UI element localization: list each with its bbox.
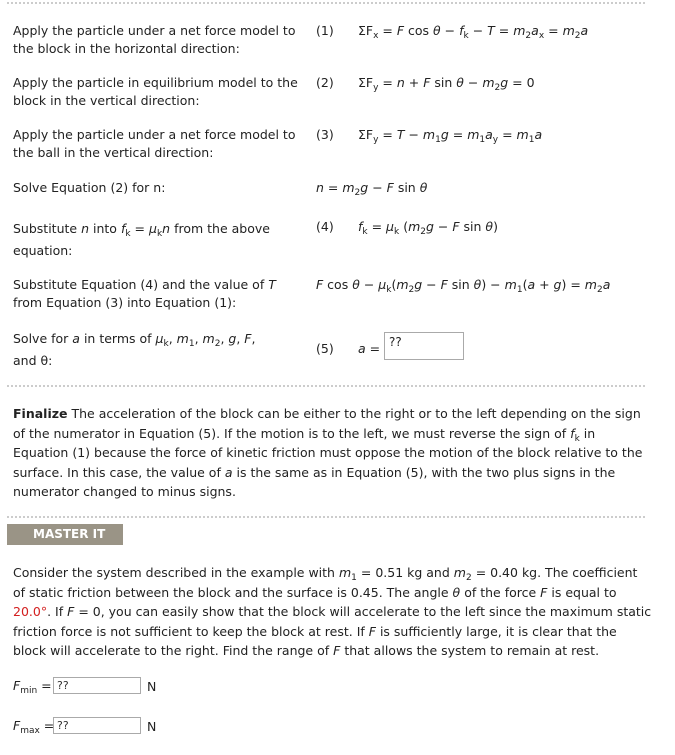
- step-3-description: Apply the particle under a net force model to the ball in the vertical direction:: [13, 127, 296, 160]
- finalize-paragraph: Finalize The acceleration of the block can be either to the right or to the left depending on the sign of the numerator in Equation (5). If the motion is to the left, we must reverse the sign of $f_k$ in Equation (1) because the force of kinetic friction must oppose the motion of the block relative to the surface. In this case, the value of a is the same as in Equation (5), with the two plus signs in the numerator changed to minus signs.: [13, 406, 643, 499]
- step-4-description: Solve Equation (2) for n:: [13, 180, 166, 195]
- step-2-description: Apply the particle in equilibrium model to the block in the vertical direction:: [13, 75, 298, 108]
- answer-a-input[interactable]: ??: [384, 332, 464, 360]
- fmin-input[interactable]: ??: [53, 677, 141, 694]
- equation-number-5: (5): [316, 341, 334, 356]
- top-divider: [6, 2, 647, 4]
- equation-number-2: (2): [316, 75, 334, 90]
- step-1-description: Apply the particle under a net force model to the block in the horizontal direction:: [13, 23, 296, 56]
- equation-number-4: (4): [316, 219, 334, 234]
- step-5-description: Substitute n into $f_k = \mu_kn$ from the above equation:: [13, 221, 270, 258]
- master-it-problem: Consider the system described in the example with $m_1 = 0.51$ kg and $m_2 = 0.40$ kg. The coefficient of static friction between the block and the surface is 0.45. The angle θ of the force F is equal to 20.0°. If F = 0, you can easily show that the block will accelerate to the left since the maximum static friction force is not sufficient to keep the block at rest. If F is sufficiently large, it is clear that the block will accelerate to the right. Find the range of F that allows the system to remain at rest.: [13, 565, 652, 658]
- fmin-unit: N: [147, 679, 157, 694]
- fmax-label: $F_{max}$ =: [13, 718, 55, 736]
- equation-2: $\Sigma F_y = n + F$ $\sin \theta - m_2g = 0$: [358, 75, 535, 93]
- answer-a-label: a =: [358, 341, 381, 356]
- equation-1: $\Sigma F_x = F$ $\cos \theta - f_k - T = m_2a_x = m_2a$: [358, 23, 589, 41]
- fmin-label: $F_{min}$ =: [13, 678, 52, 696]
- master-it-banner: MASTER IT: [7, 524, 123, 545]
- step-7-description: Solve for a in terms of $\mu_k$, $m_1$, $m_2$, g, F, and θ:: [13, 331, 256, 368]
- equation-combined: F $\cos \theta - \mu_k(m_2g - F$ $\sin \theta) - m_1(a + g) = m_2a$: [316, 277, 611, 295]
- divider-finalize: [6, 385, 647, 387]
- step-6-description: Substitute Equation (4) and the value of T from Equation (3) into Equation (1):: [13, 277, 276, 310]
- fmax-unit: N: [147, 719, 157, 734]
- divider-master: [6, 516, 647, 518]
- equation-3: $\Sigma F_y = T - m_1g = m_1a_y = m_1a$: [358, 127, 543, 145]
- angle-value: 20.0°: [13, 604, 48, 619]
- equation-number-1: (1): [316, 23, 334, 38]
- equation-number-3: (3): [316, 127, 334, 142]
- equation-4: $f_k = \mu_k$ ($m_2g - F$ sin θ): [358, 219, 498, 237]
- equation-n: $n = m_2g - F$ sin θ: [316, 180, 428, 198]
- fmax-input[interactable]: ??: [53, 717, 141, 734]
